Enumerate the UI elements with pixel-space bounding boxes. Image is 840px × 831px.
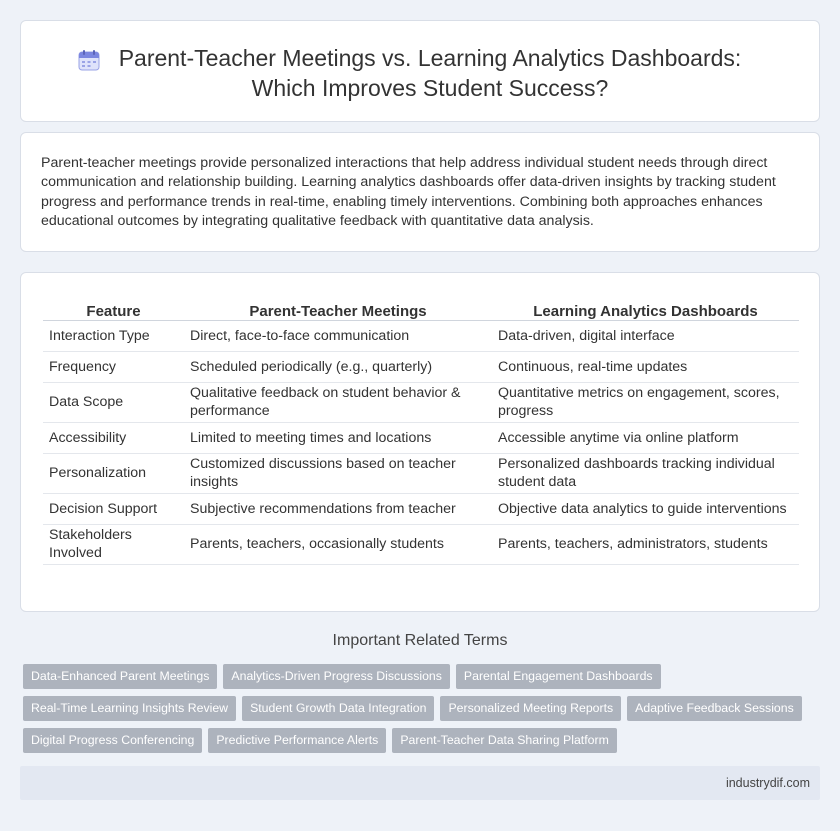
table-row: [43, 320, 799, 351]
row-feature: Frequency: [43, 351, 184, 382]
row-parent-teacher: Scheduled periodically (e.g., quarterly): [184, 351, 492, 382]
row-parent-teacher: Limited to meeting times and locations: [184, 422, 492, 453]
related-tag[interactable]: Parent-Teacher Data Sharing Platform: [392, 728, 616, 753]
tag-row: [23, 696, 823, 728]
tag-row: [23, 664, 823, 696]
row-feature: Personalization: [43, 453, 184, 493]
footer: [20, 766, 820, 800]
row-feature: Data Scope: [43, 382, 184, 422]
tag-row: [23, 728, 823, 760]
title-card: [20, 20, 820, 122]
row-feature: Decision Support: [43, 493, 184, 524]
header-dashboards: Learning Analytics Dashboards: [492, 298, 799, 320]
row-dashboards: Objective data analytics to guide interventions: [492, 493, 799, 524]
related-tag[interactable]: Adaptive Feedback Sessions: [627, 696, 802, 721]
related-tag[interactable]: Digital Progress Conferencing: [23, 728, 202, 753]
row-dashboards: Personalized dashboards tracking individual student data: [492, 453, 799, 493]
table-row: [43, 422, 799, 453]
related-tag[interactable]: Student Growth Data Integration: [242, 696, 434, 721]
related-tag[interactable]: Analytics-Driven Progress Discussions: [223, 664, 449, 689]
row-feature: Stakeholders Involved: [43, 524, 184, 564]
related-tag[interactable]: Real-Time Learning Insights Review: [23, 696, 236, 721]
row-dashboards: Continuous, real-time updates: [492, 351, 799, 382]
comparison-card: [20, 272, 820, 612]
row-parent-teacher: Subjective recommendations from teacher: [184, 493, 492, 524]
row-parent-teacher: Qualitative feedback on student behavior & performance: [184, 382, 492, 422]
related-terms: [23, 664, 823, 760]
related-tag[interactable]: Parental Engagement Dashboards: [456, 664, 661, 689]
row-parent-teacher: Parents, teachers, occasionally students: [184, 524, 492, 564]
related-tag[interactable]: Predictive Performance Alerts: [208, 728, 386, 753]
header-feature: Feature: [43, 298, 184, 320]
page-title: Parent-Teacher Meetings vs. Learning Analytics Dashboards: Which Improves Student Success?: [118, 45, 742, 101]
related-tag[interactable]: Personalized Meeting Reports: [440, 696, 621, 721]
intro-card: [20, 132, 820, 252]
row-dashboards: Quantitative metrics on engagement, scores, progress: [492, 382, 799, 422]
table-row: [43, 493, 799, 524]
related-tag[interactable]: Data-Enhanced Parent Meetings: [23, 664, 217, 689]
row-feature: Interaction Type: [43, 320, 184, 351]
header-parent-teacher: Parent-Teacher Meetings: [184, 298, 492, 320]
row-dashboards: Parents, teachers, administrators, students: [492, 524, 799, 564]
row-parent-teacher: Customized discussions based on teacher insights: [184, 453, 492, 493]
row-dashboards: Data-driven, digital interface: [492, 320, 799, 351]
row-parent-teacher: Direct, face-to-face communication: [184, 320, 492, 351]
row-feature: Accessibility: [43, 422, 184, 453]
table-row: [43, 382, 799, 422]
comparison-table: [43, 298, 799, 565]
table-row: [43, 351, 799, 382]
table-row: [43, 524, 799, 564]
table-row: [43, 453, 799, 493]
row-dashboards: Accessible anytime via online platform: [492, 422, 799, 453]
footer-source[interactable]: industrydif.com: [725, 776, 810, 790]
related-terms-title: Important Related Terms: [332, 632, 508, 649]
intro-paragraph: Parent-teacher meetings provide personalized interactions that help address individual student needs through direct communication and relationship building. Learning analytics dashboards offer data-driven insights by tracking student progress and performance trends in real-time, enabling timely interventions. Combining both approaches enhances educational outcomes by integrating qualitative feedback with quantitative data analysis.: [41, 155, 776, 230]
table-header-row: [43, 298, 799, 320]
